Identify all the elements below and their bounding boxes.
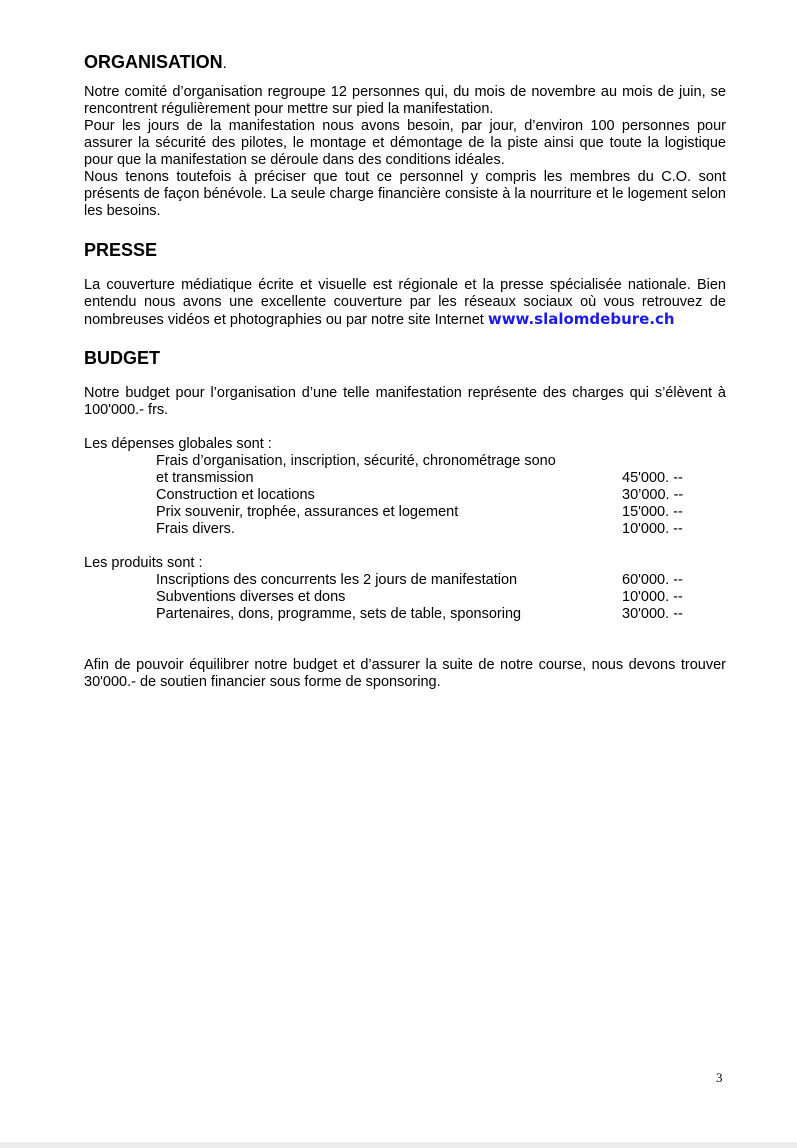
organisation-paragraph-2: Pour les jours de la manifestation nous avons besoin, par jour, d’environ 100 personnes pour assurer la sécurité des pilotes, le montage et démontage de la piste ainsi que toute la logistique pour que la manifestation se déroule dans des conditions idéales.	[84, 118, 726, 168]
website-link[interactable]: www.slalomdebure.ch	[487, 310, 675, 328]
depenses-list	[84, 436, 726, 538]
budget-conclusion: Afin de pouvoir équilibrer notre budget et d’assurer la suite de notre course, nous devons trouver 30'000.- de soutien financier sous forme de sponsoring.	[84, 657, 726, 690]
depense-amount: 45'000. --	[622, 470, 683, 486]
produit-row	[84, 572, 726, 589]
budget-intro: Notre budget pour l’organisation d’une telle manifestation représente des charges qui s’élèvent à 100'000.- frs.	[84, 385, 726, 418]
produit-label: Partenaires, dons, programme, sets de table, sponsoring	[156, 606, 522, 622]
presse-text: La couverture médiatique écrite et visuelle est régionale et la presse spécialisée nationale. Bien entendu nous avons une excellente couverture par les réseaux sociaux où vous retrouvez de nombreuses vidéos et photographies ou par notre site Internet	[84, 277, 726, 328]
produit-row	[84, 606, 726, 623]
depense-label: Construction et locations	[156, 487, 315, 503]
spacer	[84, 640, 726, 657]
organisation-title-text: ORGANISATION	[84, 52, 223, 72]
section-presse	[84, 240, 726, 329]
section-title-presse: PRESSE	[84, 240, 158, 260]
bottom-divider	[0, 1142, 797, 1148]
produit-row	[84, 589, 726, 606]
produit-label: Inscriptions des concurrents les 2 jours de manifestation	[156, 572, 518, 588]
produits-heading: Les produits sont :	[84, 555, 203, 571]
document-page	[84, 52, 726, 691]
produit-amount: 30'000. --	[622, 606, 683, 622]
depense-row	[84, 521, 726, 538]
depense-amount: 30’000. --	[622, 487, 684, 503]
depense-label: Prix souvenir, trophée, assurances et logement	[156, 504, 459, 520]
organisation-paragraph-1: Notre comité d’organisation regroupe 12 personnes qui, du mois de novembre au mois de juin, se rencontrent régulièrement pour mettre sur pied la manifestation.	[84, 84, 726, 117]
depense-row	[84, 470, 726, 487]
depense-row	[84, 453, 726, 470]
page-number: 3	[716, 1070, 723, 1085]
organisation-paragraph-3: Nous tenons toutefois à préciser que tout ce personnel y compris les membres du C.O. sont présents de façon bénévole. La seule charge financière consiste à la nourriture et le logement selon les besoins.	[84, 169, 726, 219]
presse-paragraph	[84, 277, 726, 329]
produits-list	[84, 555, 726, 623]
depense-label: Frais d’organisation, inscription, sécurité, chronométrage sono	[156, 453, 556, 469]
depense-label: et transmission	[156, 470, 254, 486]
depense-row	[84, 487, 726, 504]
section-title-budget: BUDGET	[84, 348, 160, 368]
depense-amount: 10'000. --	[622, 521, 683, 537]
depenses-heading: Les dépenses globales sont :	[84, 436, 272, 452]
section-organisation	[84, 52, 726, 220]
depense-row	[84, 504, 726, 521]
section-budget	[84, 348, 726, 691]
produit-label: Subventions diverses et dons	[156, 589, 346, 605]
depense-amount: 15'000. --	[622, 504, 683, 520]
section-title-organisation	[84, 52, 726, 74]
organisation-title-dot: .	[222, 55, 227, 72]
depense-label: Frais divers.	[156, 521, 235, 537]
produit-amount: 60'000. --	[622, 572, 683, 588]
produit-amount: 10'000. --	[622, 589, 683, 605]
